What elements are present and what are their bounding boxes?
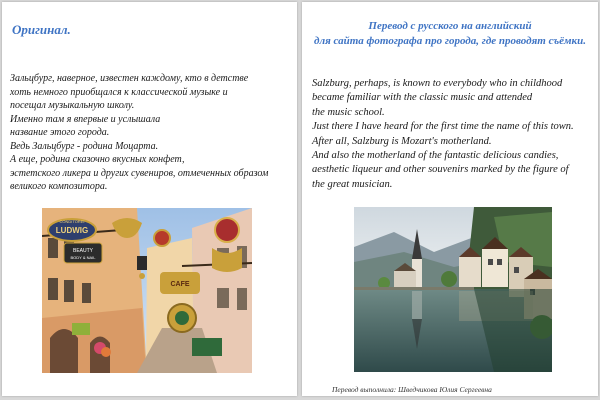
text-line: великого композитора.: [10, 181, 108, 192]
text-line: Salzburg, perhaps, is known to everybody who in childhood: [312, 78, 563, 89]
hallstatt-lake-photo: [354, 207, 552, 372]
salzburg-street-signs-photo: [42, 208, 252, 373]
translated-text: [312, 77, 574, 192]
text-line: эстетского ликера и других сувениров, отмеченных образом: [10, 167, 269, 179]
text-line: Ведь Зальцбург - родина Моцарта.: [10, 140, 159, 152]
text-line: хоть немного приобщался к классической музыке и: [10, 86, 228, 98]
sign-ludwig: LUDWIG: [55, 226, 89, 235]
text-line: название этого города.: [10, 127, 110, 138]
sign-conditorei: CONDITOREI: [59, 219, 85, 224]
text-line: Именно там я впервые и услышала: [10, 113, 161, 125]
sign-beauty: BEAUTY: [72, 248, 94, 254]
text-line: became familiar with the classic music and attended: [312, 92, 533, 104]
text-line: After all, Salzburg is Mozart's motherland.: [312, 135, 492, 147]
text-line: And also the motherland of the fantastic delicious candies,: [312, 150, 559, 162]
left-page: [2, 2, 297, 396]
text-line: А еще, родина сказочно вкусных конфет,: [10, 154, 185, 165]
left-page-heading: Оригинал.: [12, 22, 71, 37]
text-line: Зальцбург, наверное, известен каждому, кто в детстве: [10, 73, 249, 84]
heading-line: для сайта фотографа про города, где проводят съёмки.: [314, 35, 586, 47]
heading-line: Перевод с русского на английский: [368, 20, 532, 32]
text-line: посещал музыкальную школу.: [10, 100, 135, 111]
text-line: the great musician.: [312, 178, 393, 190]
sign-cafe: CAFE: [170, 281, 190, 288]
sign-body-nail: BODY & NAIL: [70, 255, 96, 260]
right-page: [302, 2, 598, 396]
text-line: aesthetic liqueur and other souvenirs marked by the figure of: [312, 164, 569, 176]
original-text: [10, 72, 268, 194]
text-line: the music school.: [312, 106, 385, 118]
right-page-heading: [302, 19, 598, 49]
text-line: Just there I have heard for the first time the name of this town.: [312, 121, 574, 133]
translator-credit: Перевод выполнила: Шведчикова Юлия Сергеевна: [332, 385, 492, 394]
